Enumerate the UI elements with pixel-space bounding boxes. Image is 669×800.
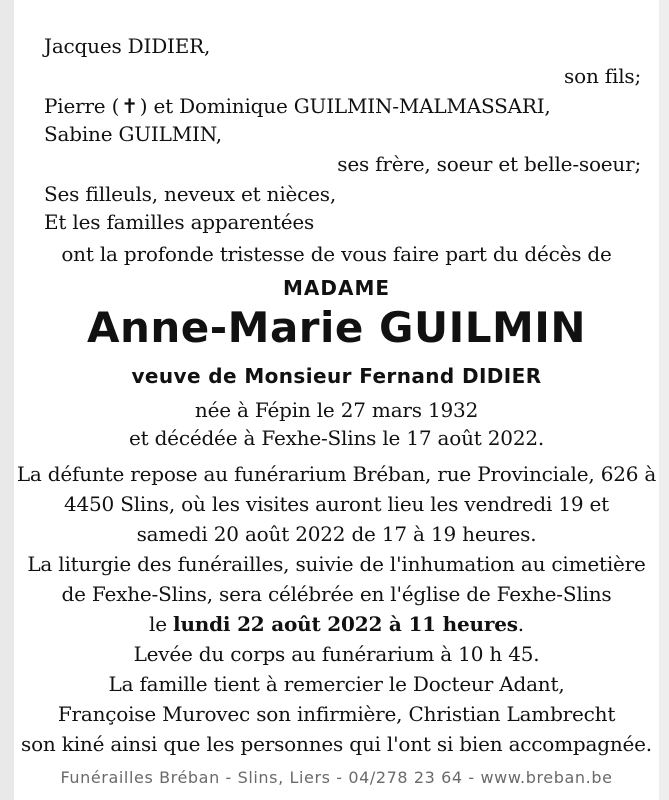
details-line-7: Levée du corps au funérarium à 10 h 45.: [133, 642, 540, 666]
funeral-date-suffix: .: [517, 612, 524, 636]
siblings-text-b: ) et Dominique GUILMIN-MALMASSARI,: [139, 94, 551, 118]
right-border: [659, 0, 669, 800]
family-role-son: son fils;: [564, 64, 641, 88]
footer-funeral-home: Funérailles Bréban - Slins, Liers - 04/278 23 64 - www.breban.be: [60, 768, 613, 787]
details-line-9: Françoise Murovec son infirmière, Christian Lambrecht: [57, 702, 616, 726]
cross-icon: ✝: [121, 94, 138, 118]
family-line-son: Jacques DIDIER,: [44, 34, 211, 58]
title-madame: MADAME: [282, 276, 391, 300]
details-line-3: samedi 20 août 2022 de 17 à 19 heures.: [136, 522, 537, 546]
deceased-name: Anne-Marie GUILMIN: [86, 303, 587, 352]
details-line-1: La défunte repose au funérarium Bréban, rue Provinciale, 626 à: [16, 462, 657, 486]
left-border: [0, 0, 14, 800]
death-line: et décédée à Fexhe-Slins le 17 août 2022.: [128, 426, 545, 450]
family-line-siblings: [44, 94, 551, 118]
family-line-relatives: Et les familles apparentées: [44, 210, 315, 234]
family-line-godchildren: Ses filleuls, neveux et nièces,: [44, 182, 337, 206]
details-line-10: son kiné ainsi que les personnes qui l'ont si bien accompagnée.: [21, 732, 652, 756]
family-line-sister: Sabine GUILMIN,: [44, 122, 222, 146]
details-line-2: 4450 Slins, où les visites auront lieu les vendredi 19 et: [63, 492, 610, 516]
details-line-6: [14, 612, 659, 636]
funeral-date: lundi 22 août 2022 à 11 heures: [173, 612, 518, 636]
birth-line: née à Fépin le 27 mars 1932: [194, 398, 479, 422]
family-role-siblings: ses frère, soeur et belle-soeur;: [337, 152, 641, 176]
siblings-text-a: Pierre (: [44, 94, 120, 118]
funeral-date-prefix: le: [149, 612, 174, 636]
details-line-5: de Fexhe-Slins, sera célébrée en l'église de Fexhe-Slins: [61, 582, 612, 606]
details-line-8: La famille tient à remercier le Docteur Adant,: [108, 672, 565, 696]
widow-of-line: veuve de Monsieur Fernand DIDIER: [131, 364, 542, 388]
announcement-text: ont la profonde tristesse de vous faire part du décès de: [61, 242, 612, 266]
details-line-4: La liturgie des funérailles, suivie de l'inhumation au cimetière: [27, 552, 646, 576]
